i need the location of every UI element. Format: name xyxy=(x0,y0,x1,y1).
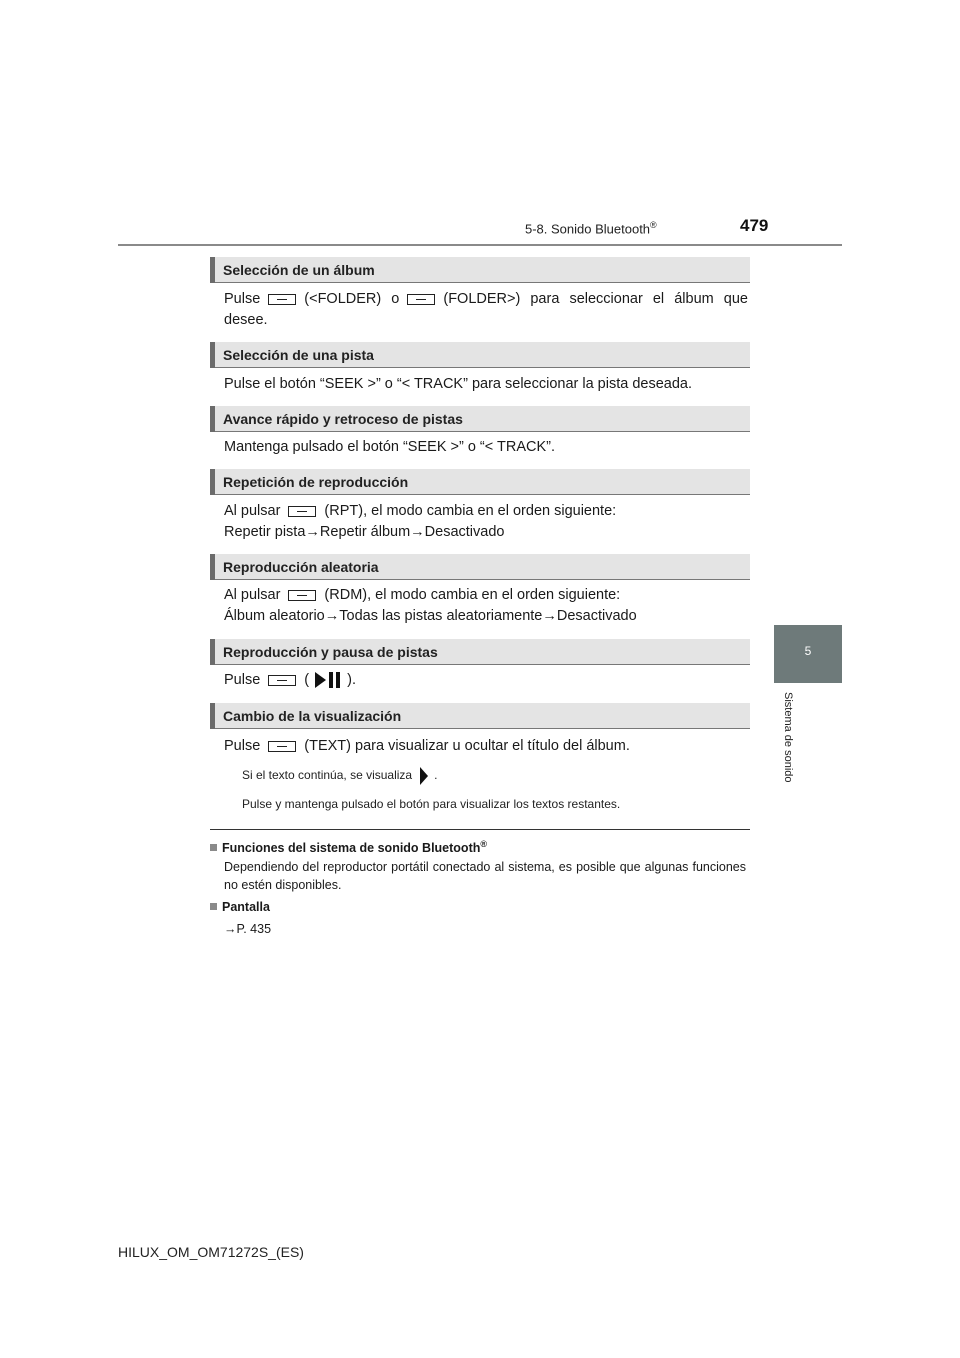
button-icon xyxy=(268,294,296,305)
section-bar-display: Cambio de la visualización xyxy=(210,703,750,729)
section-header: 5-8. Sonido Bluetooth® xyxy=(525,220,657,237)
bullet-square-icon xyxy=(210,903,217,910)
repeat-text-line1: Al pulsar (RPT), el modo cambia en el orden siguiente: xyxy=(224,503,617,519)
arrow-icon: → xyxy=(410,524,425,540)
album-text-line2: desee. xyxy=(224,312,268,328)
bullet-square-icon xyxy=(210,844,217,851)
play-pause-text: Pulse ( ). xyxy=(224,672,356,688)
button-icon xyxy=(268,675,296,686)
arrow-icon: → xyxy=(542,608,557,624)
track-text: Pulse el botón “SEEK >” o “< TRACK” para seleccionar la pista deseada. xyxy=(224,376,693,392)
random-sequence: Álbum aleatorio→Todas las pistas aleatoriamente→Desactivado xyxy=(224,608,637,624)
chapter-tab-label: Sistema de sonido xyxy=(782,692,794,783)
arrow-icon: → xyxy=(224,922,237,936)
page-number: 479 xyxy=(740,216,769,235)
chapter-tab-number: 5 xyxy=(804,644,812,658)
header-divider xyxy=(118,244,842,246)
repeat-sequence: Repetir pista→Repetir álbum→Desactivado xyxy=(224,524,505,540)
button-icon xyxy=(288,590,316,601)
random-text-line1: Al pulsar (RDM), el modo cambia en el orden siguiente: xyxy=(224,587,621,603)
section-bar-album: Selección de un álbum xyxy=(210,257,750,283)
note-body-functions: Dependiendo del reproductor portátil conectado al sistema, es posible que algunas funciones no estén disponibles. xyxy=(224,860,746,892)
section-bar-track: Selección de una pista xyxy=(210,342,750,368)
play-pause-icon xyxy=(313,671,343,689)
button-icon xyxy=(288,506,316,517)
section-bar-random: Reproducción aleatoria xyxy=(210,554,750,580)
section-bar-play-pause: Reproducción y pausa de pistas xyxy=(210,639,750,665)
fast-forward-text: Mantenga pulsado el botón “SEEK >” o “< TRACK”. xyxy=(224,439,555,455)
display-text: Pulse (TEXT) para visualizar u ocultar el título del álbum. xyxy=(224,738,630,754)
display-note-1: Si el texto continúa, se visualiza . xyxy=(242,767,748,785)
notes-divider xyxy=(210,829,750,830)
note-title-screen: Pantalla xyxy=(210,900,270,914)
album-text-line1: Pulse (<FOLDER) o (FOLDER>) para seleccionar el álbum que xyxy=(224,291,748,307)
button-icon xyxy=(268,741,296,752)
arrow-icon: → xyxy=(305,524,320,540)
button-icon xyxy=(407,294,435,305)
continue-arrow-icon xyxy=(420,767,428,785)
document-code: HILUX_OM_OM71272S_(ES) xyxy=(118,1244,304,1260)
note-ref-screen: →P. 435 xyxy=(224,922,272,936)
note-title-functions: Funciones del sistema de sonido Bluetooth® xyxy=(210,839,487,855)
section-bar-fast-forward: Avance rápido y retroceso de pistas xyxy=(210,406,750,432)
section-bar-repeat: Repetición de reproducción xyxy=(210,469,750,495)
display-note-2: Pulse y mantenga pulsado el botón para visualizar los textos restantes. xyxy=(242,797,621,811)
arrow-icon: → xyxy=(324,608,340,624)
